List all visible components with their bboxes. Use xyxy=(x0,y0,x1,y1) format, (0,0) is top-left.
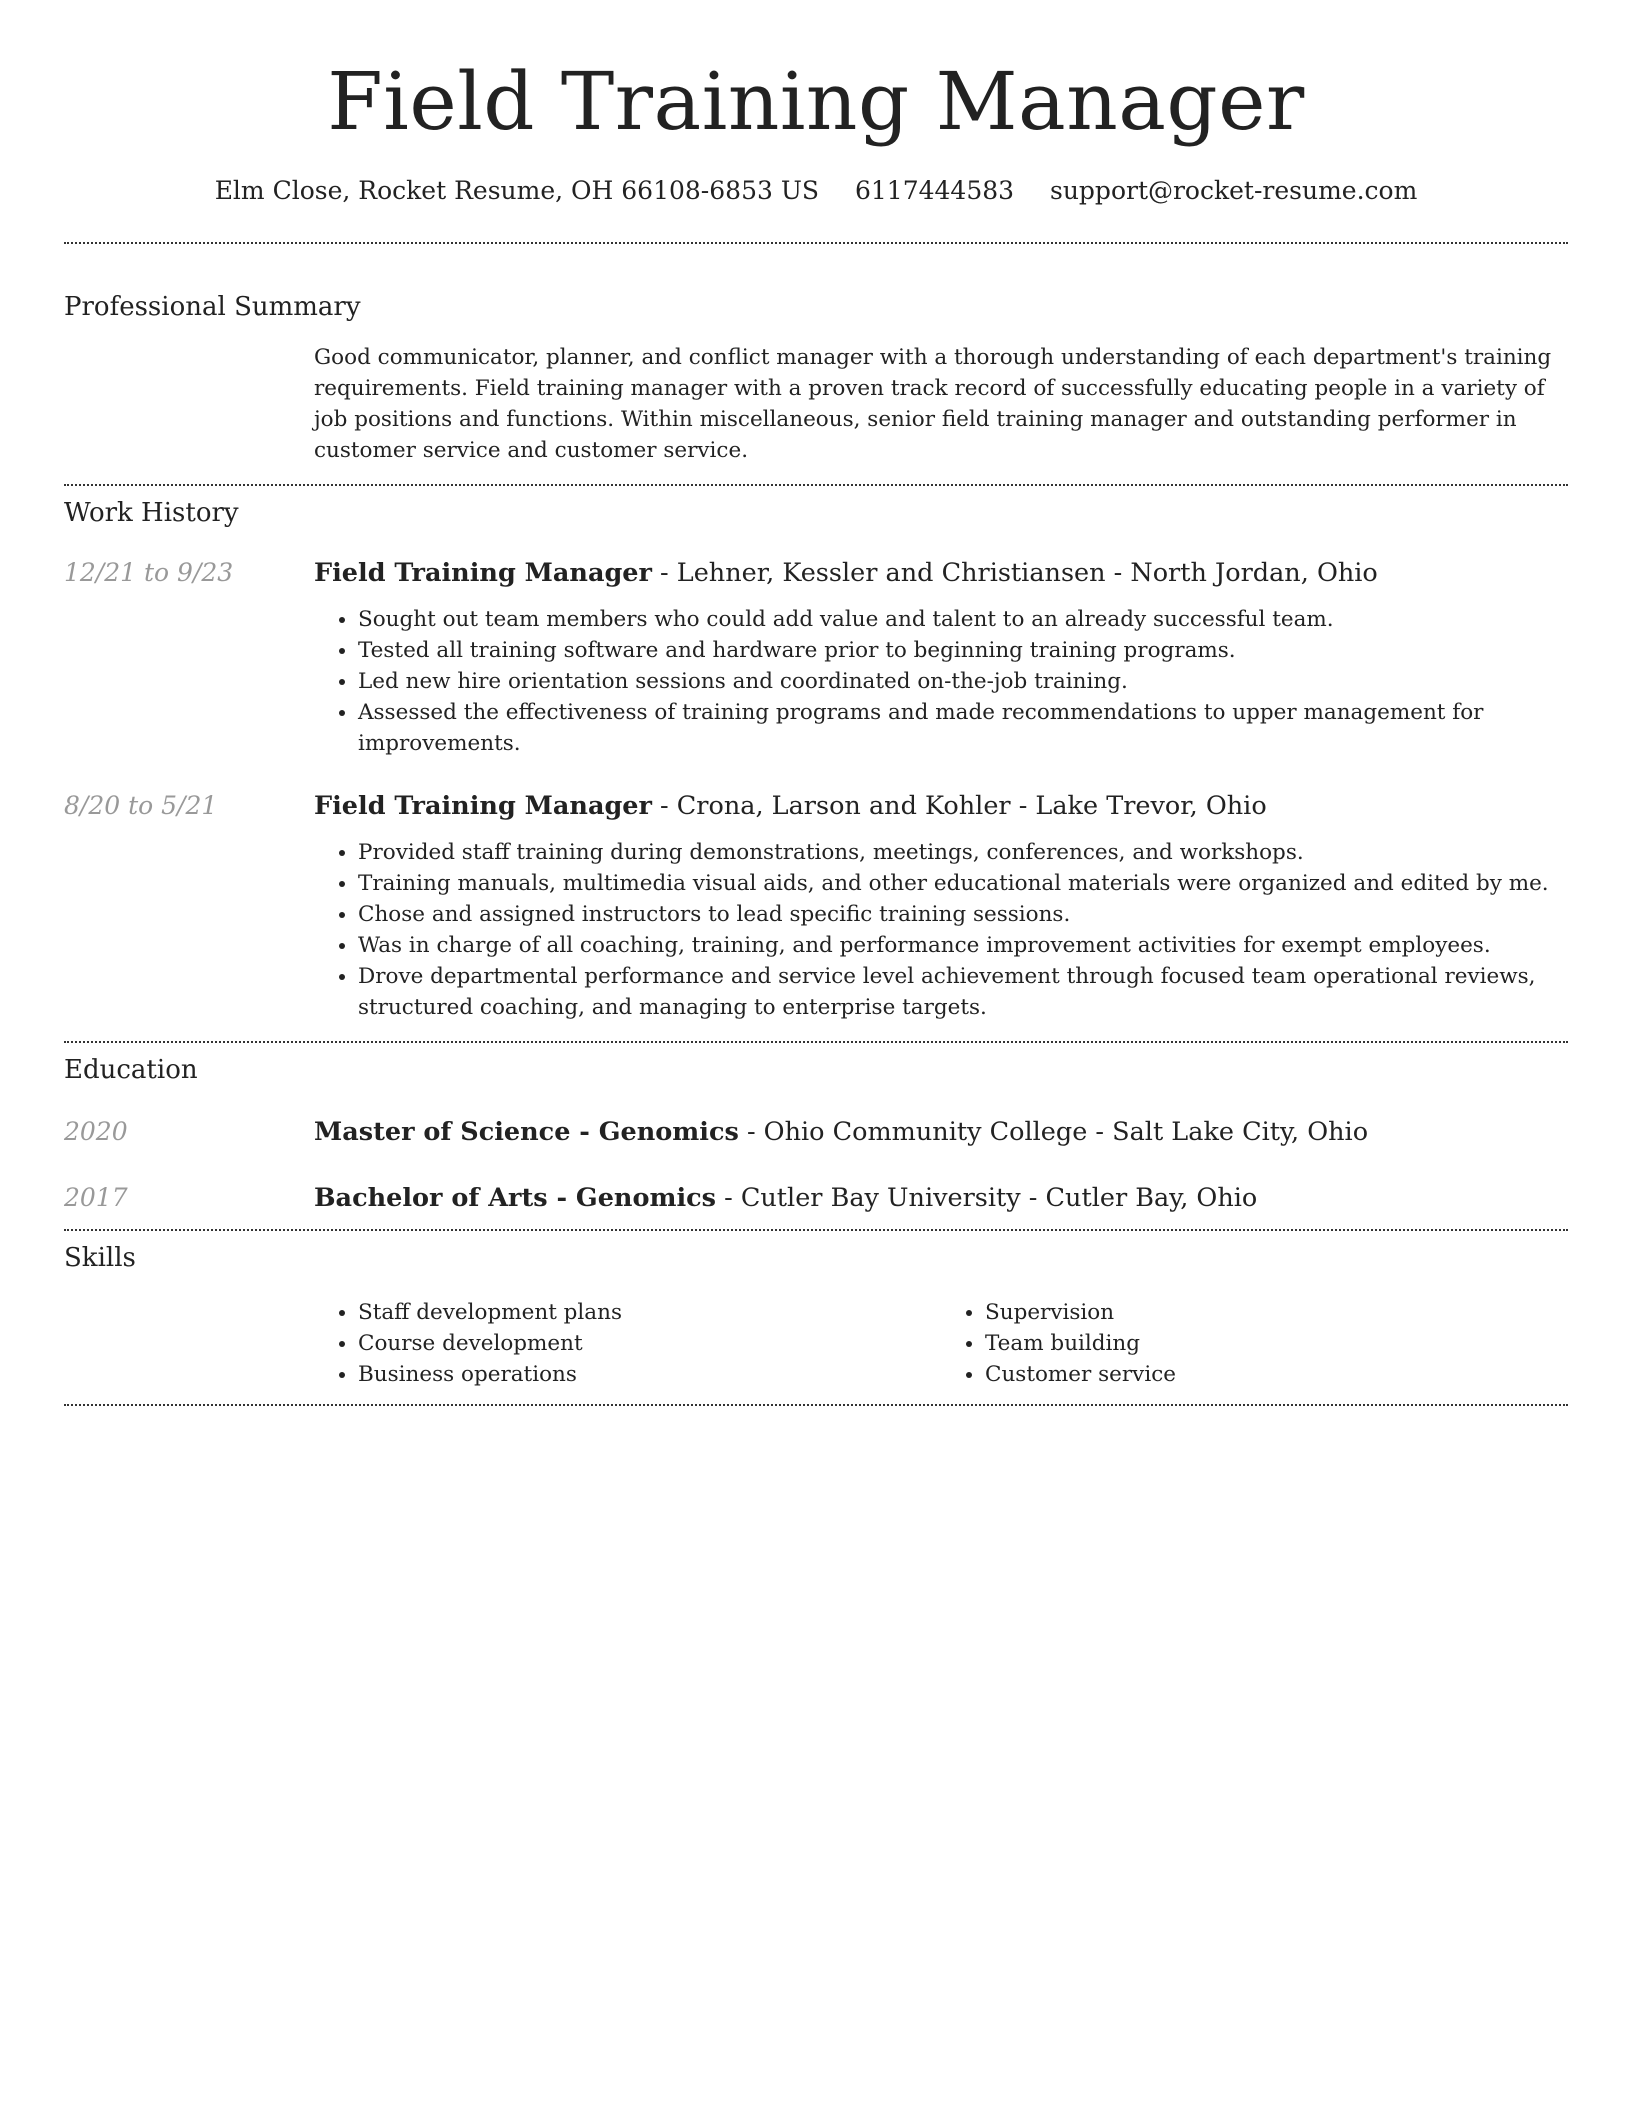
list-item: • Drove departmental performance and service level achievement through focused team operational reviews, structured coaching, and managing to enterprise targets. xyxy=(358,961,1568,1023)
education-section xyxy=(64,1043,1568,1215)
list-item: • Course development xyxy=(358,1328,941,1359)
job-employer: - Crona, Larson and Kohler - Lake Trevor, Ohio xyxy=(651,791,1267,821)
education-title xyxy=(314,1115,1568,1149)
education-degree: Master of Science - Genomics xyxy=(314,1117,739,1147)
contact-email[interactable]: support@rocket-resume.com xyxy=(1050,176,1418,205)
job-body xyxy=(314,556,1568,759)
job-bullets xyxy=(314,837,1568,1023)
education-degree: Bachelor of Arts - Genomics xyxy=(314,1183,717,1213)
job-entry xyxy=(64,556,1568,759)
list-item: • Led new hire orientation sessions and coordinated on-the-job training. xyxy=(358,666,1568,697)
list-item: • Was in charge of all coaching, training, and performance improvement activities for exempt employees. xyxy=(358,930,1568,961)
candidate-name: Field Training Manager xyxy=(327,55,1305,148)
list-item: • Staff development plans xyxy=(358,1297,941,1328)
list-item: • Provided staff training during demonstrations, meetings, conferences, and workshops. xyxy=(358,837,1568,868)
resume-header xyxy=(64,0,1568,208)
education-school: - Cutler Bay University - Cutler Bay, Ohio xyxy=(716,1183,1258,1213)
work-history-section xyxy=(64,486,1568,1023)
job-role: Field Training Manager xyxy=(314,791,652,821)
list-item: • Tested all training software and hardware prior to beginning training programs. xyxy=(358,635,1568,666)
list-item: • Sought out team members who could add value and talent to an already successful team. xyxy=(358,604,1568,635)
education-body xyxy=(314,1181,1568,1215)
job-employer: - Lehner, Kessler and Christiansen - North Jordan, Ohio xyxy=(651,558,1378,588)
skills-list-left xyxy=(314,1297,941,1390)
job-dates: 8/20 to 5/21 xyxy=(64,791,218,820)
list-item: • Training manuals, multimedia visual aids, and other educational materials were organized and edited by me. xyxy=(358,868,1568,899)
summary-section xyxy=(64,244,1568,466)
job-role: Field Training Manager xyxy=(314,558,652,588)
divider xyxy=(64,1404,1568,1406)
job-title xyxy=(314,556,1568,590)
education-title xyxy=(314,1181,1568,1215)
job-body xyxy=(314,789,1568,1023)
list-item: • Chose and assigned instructors to lead specific training sessions. xyxy=(358,899,1568,930)
job-title xyxy=(314,789,1568,823)
list-item: • Supervision xyxy=(985,1297,1568,1328)
education-entry xyxy=(64,1181,1568,1215)
section-title-work: Work History xyxy=(64,498,239,528)
skills-list-right xyxy=(941,1297,1568,1390)
list-item: • Business operations xyxy=(358,1359,941,1390)
job-bullets xyxy=(314,604,1568,759)
education-year: 2017 xyxy=(64,1183,128,1212)
education-year: 2020 xyxy=(64,1117,128,1146)
section-title-skills: Skills xyxy=(64,1243,136,1273)
job-entry xyxy=(64,789,1568,1023)
education-entry xyxy=(64,1115,1568,1149)
contact-address: Elm Close, Rocket Resume, OH 66108-6853 US xyxy=(214,176,820,205)
education-body xyxy=(314,1115,1568,1149)
list-item: • Assessed the effectiveness of training programs and made recommendations to upper management for improvements. xyxy=(358,697,1568,759)
contact-line xyxy=(64,174,1568,208)
job-dates: 12/21 to 9/23 xyxy=(64,558,234,587)
summary-text: Good communicator, planner, and conflict manager with a thorough understanding of each department's training requirements. Field training manager with a proven track record of successfully educating people in a variety of job positions and functions. Within miscellaneous, senior field training manager and outstanding performer in customer service and customer service. xyxy=(314,345,1552,463)
skills-section xyxy=(64,1231,1568,1390)
skills-columns xyxy=(314,1297,1568,1390)
list-item: • Customer service xyxy=(985,1359,1568,1390)
section-title-education: Education xyxy=(64,1055,198,1085)
education-school: - Ohio Community College - Salt Lake City, Ohio xyxy=(738,1117,1369,1147)
list-item: • Team building xyxy=(985,1328,1568,1359)
section-title-summary: Professional Summary xyxy=(64,292,361,322)
contact-phone: 6117444583 xyxy=(854,176,1015,205)
